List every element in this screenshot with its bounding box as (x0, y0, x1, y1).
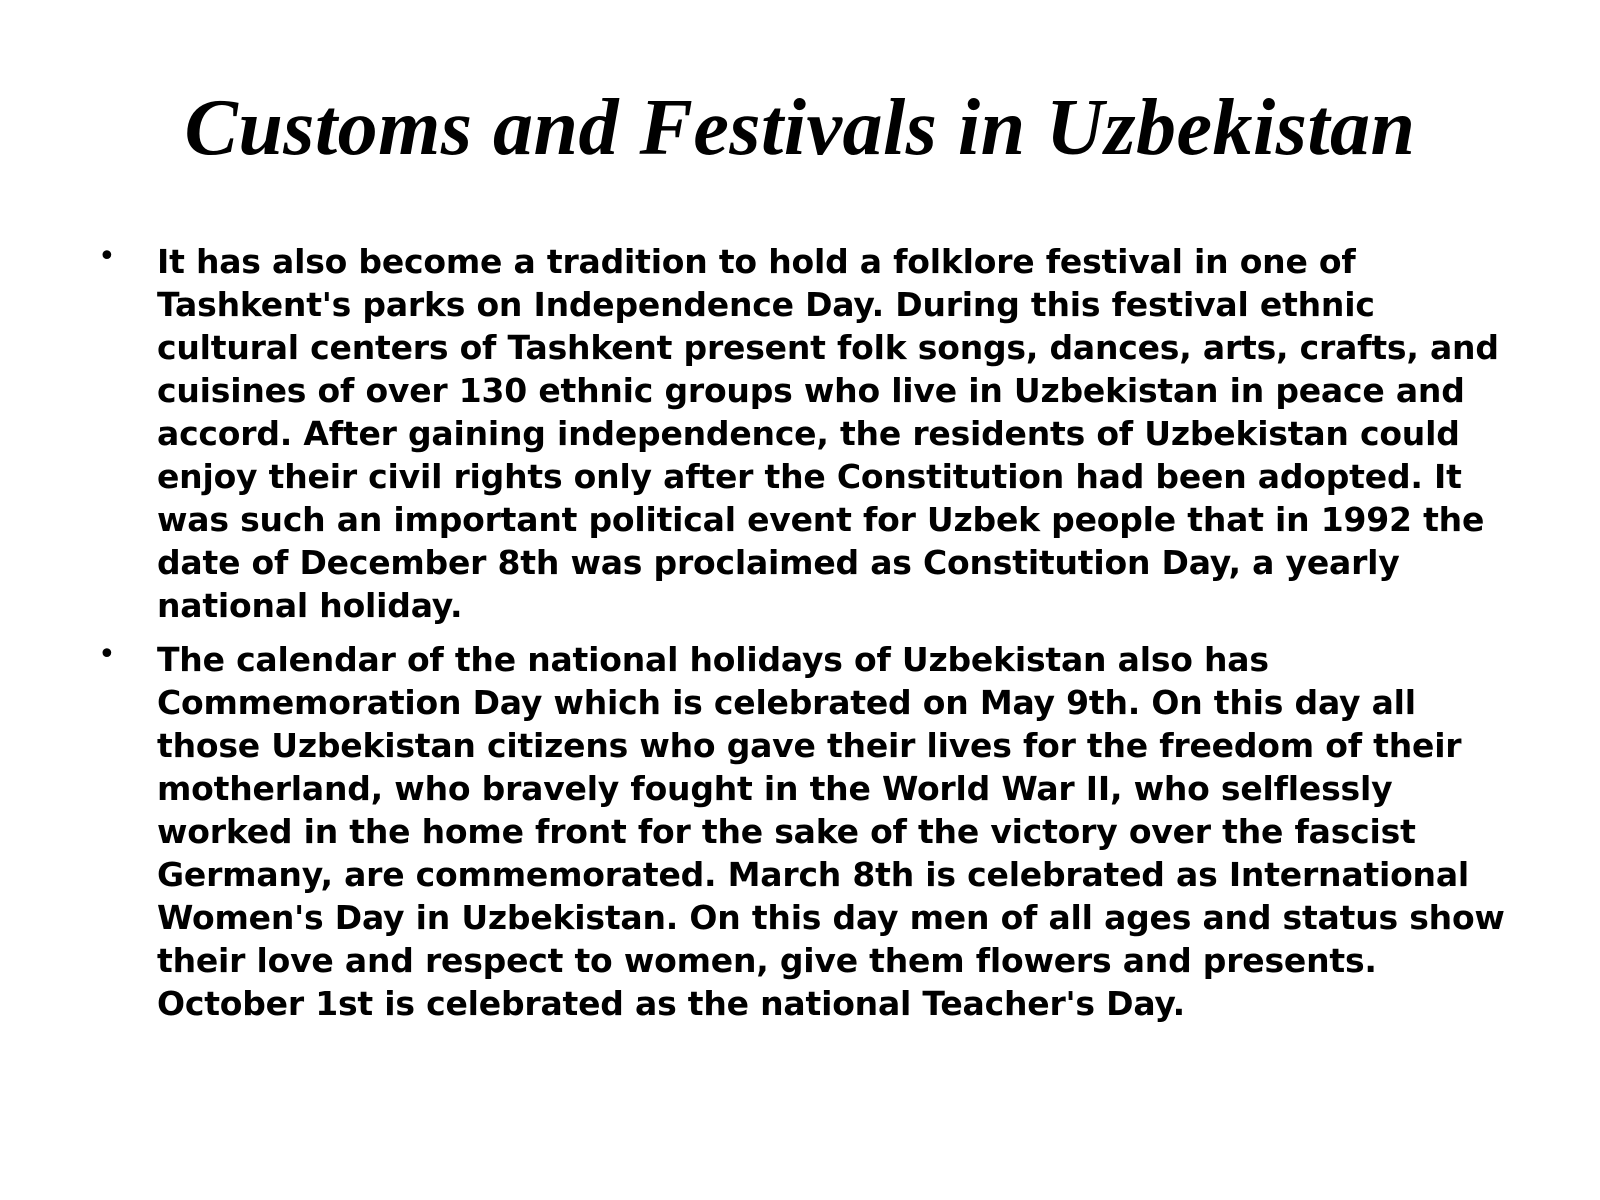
bullet-item-national-holidays (0, 638, 1600, 1025)
text-line: accord. After gaining independence, the residents of Uzbekistan could (157, 414, 1460, 453)
text-line: motherland, who bravely fought in the World War II, who selflessly (157, 769, 1393, 808)
text-line: cultural centers of Tashkent present folk songs, dances, arts, crafts, and (157, 328, 1499, 367)
text-line: Commemoration Day which is celebrated on May 9th. On this day all (157, 683, 1416, 722)
text-line: It has also become a tradition to hold a folklore festival in one of (157, 242, 1356, 281)
bullet-list (0, 240, 1600, 1036)
text-line: Germany, are commemorated. March 8th is celebrated as International (157, 855, 1470, 894)
text-line: their love and respect to women, give them flowers and presents. (157, 941, 1377, 980)
text-line: enjoy their civil rights only after the Constitution had been adopted. It (157, 457, 1462, 496)
text-line: national holiday. (157, 586, 463, 625)
text-line: worked in the home front for the sake of the victory over the fascist (157, 812, 1416, 851)
text-line: those Uzbekistan citizens who gave their lives for the freedom of their (157, 726, 1462, 765)
bullet-icon: • (98, 637, 116, 672)
text-line: Tashkent's parks on Independence Day. During this festival ethnic (157, 285, 1375, 324)
bullet-icon: • (98, 239, 116, 274)
text-line: October 1st is celebrated as the national Teacher's Day. (157, 984, 1186, 1023)
text-line: cuisines of over 130 ethnic groups who live in Uzbekistan in peace and (157, 371, 1465, 410)
text-line: was such an important political event for Uzbek people that in 1992 the (157, 500, 1485, 539)
bullet-item-independence-day (0, 240, 1600, 627)
text-line: Women's Day in Uzbekistan. On this day men of all ages and status show (157, 898, 1505, 937)
text-line: The calendar of the national holidays of Uzbekistan also has (157, 640, 1269, 679)
text-line: date of December 8th was proclaimed as Constitution Day, a yearly (157, 543, 1400, 582)
slide-title: Customs and Festivals in Uzbekistan (184, 84, 1416, 172)
